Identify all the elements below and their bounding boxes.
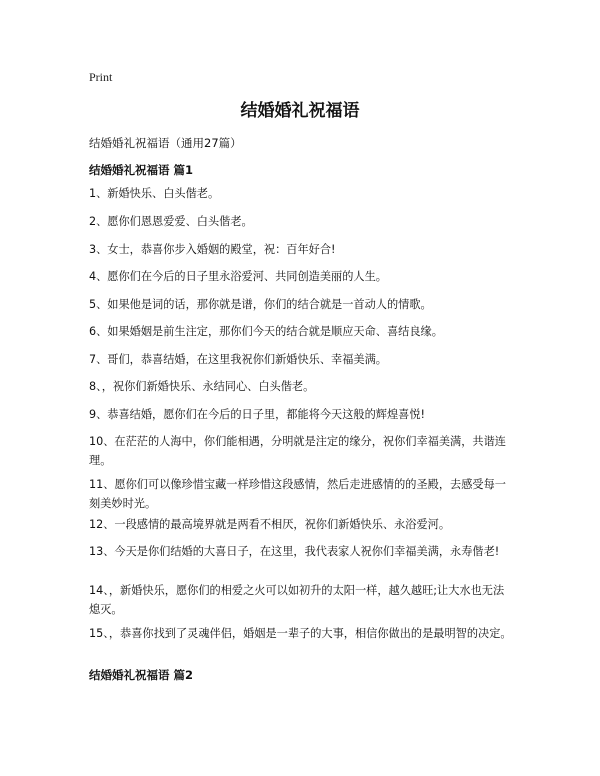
list-item: 11、愿你们可以像珍惜宝藏一样珍惜这段感情，然后走进感情的的圣殿，去感受每一刻美妙时光。 <box>89 478 506 510</box>
section-heading-2: 结婚婚礼祝福语 篇2 <box>89 668 194 682</box>
list-item: 5、如果他是词的话，那你就是谱，你们的结合就是一首动人的情歌。 <box>89 298 432 311</box>
document-subtitle: 结婚婚礼祝福语（通用27篇） <box>89 136 242 150</box>
list-item: 9、恭喜结婚，愿你们在今后的日子里，都能将今天这般的辉煌喜悦! <box>89 408 426 421</box>
list-item: 6、如果婚姻是前生注定，那你们今天的结合就是顺应天命、喜结良缘。 <box>89 325 443 338</box>
print-link[interactable]: Print <box>89 70 113 84</box>
list-item: 12、一段感情的最高境界就是两看不相厌，祝你们新婚快乐、永浴爱河。 <box>89 518 451 531</box>
list-item: 7、哥们，恭喜结婚，在这里我祝你们新婚快乐、幸福美满。 <box>89 353 387 366</box>
list-item: 4、愿你们在今后的日子里永浴爱河、共同创造美丽的人生。 <box>89 270 387 283</box>
list-item: 10、在茫茫的人海中，你们能相遇，分明就是注定的缘分，祝你们幸福美满，共谐连理。 <box>89 435 506 467</box>
list-item: 13、今天是你们结婚的大喜日子，在这里，我代表家人祝你们幸福美满，永寿偕老! <box>89 545 500 558</box>
list-item: 3、女士，恭喜你步入婚姻的殿堂，祝：百年好合! <box>89 243 336 256</box>
section-heading-1: 结婚婚礼祝福语 篇1 <box>89 163 194 177</box>
page-title: 结婚婚礼祝福语 <box>240 101 360 121</box>
list-item: 1、新婚快乐、白头偕老。 <box>89 187 220 200</box>
list-item: 2、愿你们恩恩爱爱、白头偕老。 <box>89 215 253 228</box>
list-item: 15、，恭喜你找到了灵魂伴侣，婚姻是一辈子的大事，相信你做出的是最明智的决定。 <box>89 627 512 640</box>
list-item: 8、，祝你们新婚快乐、永结同心、白头偕老。 <box>89 380 315 393</box>
list-item: 14、，新婚快乐，愿你们的相爱之火可以如初升的太阳一样，越久越旺;让大水也无法熄灭。 <box>89 584 505 616</box>
